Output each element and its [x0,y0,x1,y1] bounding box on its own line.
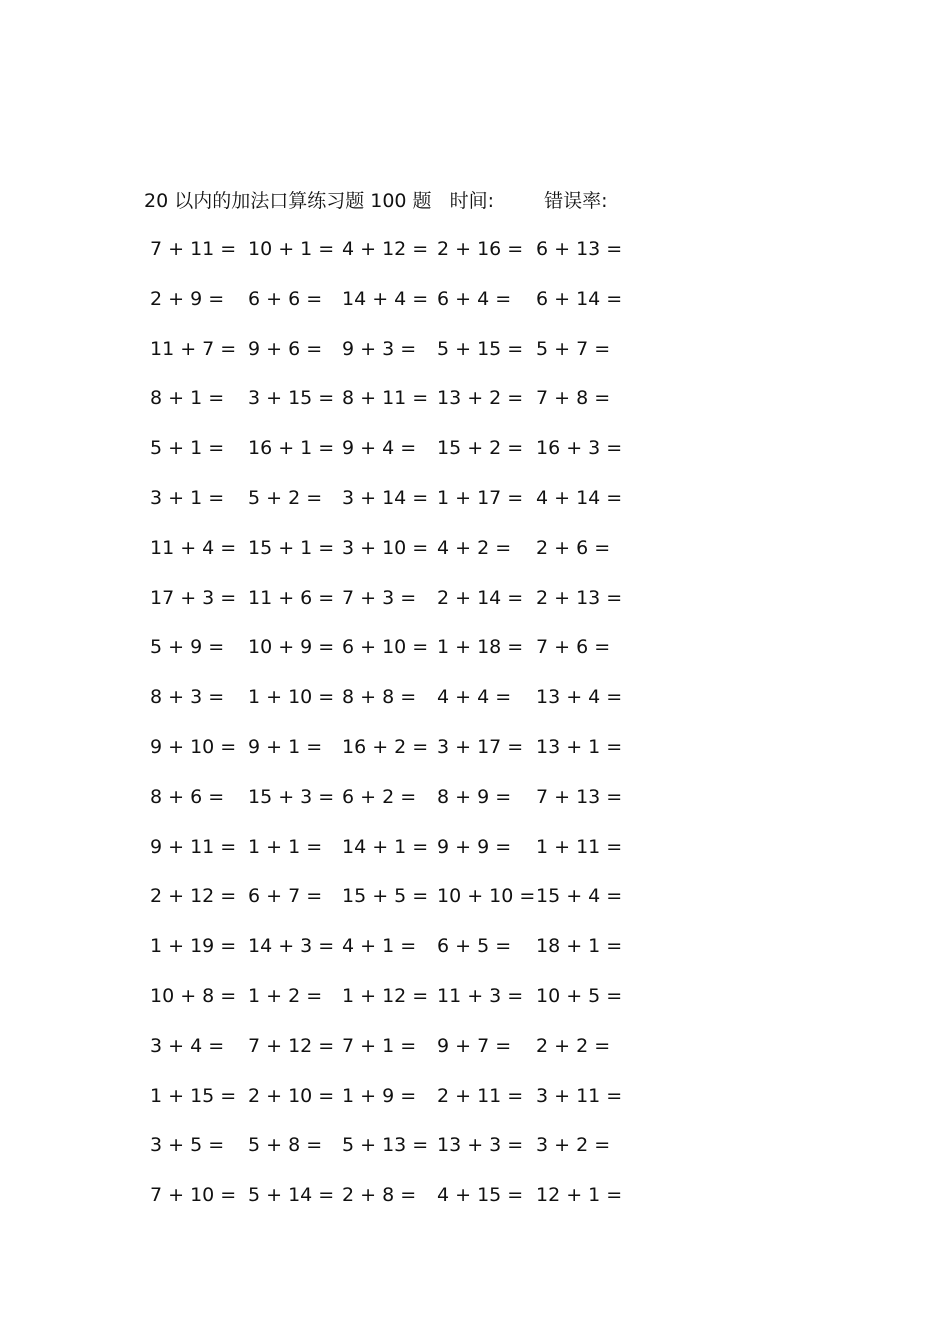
addition-problem: 11 + 3 = [437,984,524,1007]
addition-problem: 6 + 14 = [536,287,623,310]
addition-problem: 9 + 4 = [342,437,417,460]
addition-problem: 1 + 19 = [150,935,237,958]
addition-problem: 3 + 17 = [437,735,524,758]
problem-row [146,333,626,383]
addition-problem: 10 + 10 = [437,885,536,908]
problem-row [146,781,626,831]
addition-problem: 12 + 1 = [536,1184,623,1207]
time-label: 时间: [449,190,495,212]
addition-problem: 14 + 1 = [342,835,429,858]
addition-problem: 2 + 11 = [437,1084,524,1107]
addition-problem: 15 + 4 = [536,885,623,908]
addition-problem: 3 + 15 = [248,387,335,410]
problem-row [146,681,626,731]
addition-problem: 7 + 3 = [342,586,417,609]
addition-problem: 1 + 15 = [150,1084,237,1107]
addition-problem: 3 + 2 = [536,1134,611,1157]
problem-row [146,532,626,582]
problem-row [146,233,626,283]
error-rate-label: 错误率: [544,190,608,212]
addition-problem: 5 + 14 = [248,1184,335,1207]
problem-row [146,432,626,482]
problem-row [146,631,626,681]
problem-row [146,382,626,432]
addition-problem: 8 + 6 = [150,785,225,808]
addition-problem: 9 + 6 = [248,337,323,360]
addition-problem: 2 + 10 = [248,1084,335,1107]
addition-problem: 5 + 13 = [342,1134,429,1157]
addition-problem: 5 + 1 = [150,437,225,460]
problem-row [146,582,626,632]
problem-row [146,1080,626,1130]
addition-problem: 2 + 6 = [536,536,611,559]
addition-problem: 17 + 3 = [150,586,237,609]
addition-problem: 6 + 5 = [437,935,512,958]
addition-problem: 4 + 1 = [342,935,417,958]
addition-problem: 5 + 8 = [248,1134,323,1157]
addition-problem: 6 + 6 = [248,287,323,310]
addition-problem: 10 + 1 = [248,238,335,260]
addition-problem: 8 + 1 = [150,387,225,410]
addition-problem: 13 + 2 = [437,387,524,410]
addition-problem: 5 + 7 = [536,337,611,360]
addition-problem: 5 + 9 = [150,636,225,659]
addition-problem: 3 + 4 = [150,1034,225,1057]
problem-row [146,980,626,1030]
addition-problem: 1 + 1 = [248,835,323,858]
addition-problem: 10 + 5 = [536,984,623,1007]
addition-problem: 6 + 2 = [342,785,417,808]
addition-problem: 18 + 1 = [536,935,623,958]
addition-problem: 9 + 9 = [437,835,512,858]
problem-row [146,283,626,333]
addition-problem: 9 + 3 = [342,337,417,360]
problem-row [146,831,626,881]
addition-problem: 7 + 6 = [536,636,611,659]
addition-problem: 4 + 14 = [536,486,623,509]
addition-problem: 13 + 3 = [437,1134,524,1157]
problem-row [146,731,626,781]
addition-problem: 15 + 1 = [248,536,335,559]
worksheet-header [144,186,607,216]
addition-problem: 1 + 2 = [248,984,323,1007]
addition-problem: 9 + 10 = [150,735,237,758]
addition-problem: 16 + 2 = [342,735,429,758]
addition-problem: 6 + 4 = [437,287,512,310]
addition-problem: 11 + 7 = [150,337,237,360]
addition-problem: 5 + 2 = [248,486,323,509]
addition-problem: 6 + 13 = [536,238,623,260]
addition-problem: 2 + 8 = [342,1184,417,1207]
addition-problem: 11 + 6 = [248,586,335,609]
problem-row [146,1030,626,1080]
addition-problem: 1 + 17 = [437,486,524,509]
addition-problem: 3 + 5 = [150,1134,225,1157]
addition-problem: 3 + 1 = [150,486,225,509]
problem-row [146,482,626,532]
addition-problem: 7 + 11 = [150,238,237,260]
addition-problem: 11 + 4 = [150,536,237,559]
addition-problem: 7 + 1 = [342,1034,417,1057]
addition-problem: 4 + 12 = [342,238,429,260]
addition-problem: 4 + 4 = [437,686,512,709]
addition-problem: 1 + 11 = [536,835,623,858]
addition-problem: 15 + 3 = [248,785,335,808]
addition-problem: 7 + 10 = [150,1184,237,1207]
addition-problem: 2 + 9 = [150,287,225,310]
addition-problem: 15 + 5 = [342,885,429,908]
addition-problem: 1 + 10 = [248,686,335,709]
addition-problem: 2 + 14 = [437,586,524,609]
addition-problem: 3 + 14 = [342,486,429,509]
addition-problem: 8 + 8 = [342,686,417,709]
problem-row [146,930,626,980]
addition-problem: 8 + 11 = [342,387,429,410]
addition-problem: 1 + 12 = [342,984,429,1007]
addition-problem: 9 + 7 = [437,1034,512,1057]
addition-problem: 3 + 10 = [342,536,429,559]
addition-problem: 13 + 4 = [536,686,623,709]
problem-row [146,880,626,930]
addition-problem: 6 + 7 = [248,885,323,908]
addition-problem: 8 + 3 = [150,686,225,709]
addition-problem: 10 + 8 = [150,984,237,1007]
addition-problem: 8 + 9 = [437,785,512,808]
addition-problem: 9 + 11 = [150,835,237,858]
addition-problem: 5 + 15 = [437,337,524,360]
addition-problem: 4 + 15 = [437,1184,524,1207]
addition-problem: 16 + 3 = [536,437,623,460]
addition-problem: 3 + 11 = [536,1084,623,1107]
worksheet-title: 20 以内的加法口算练习题 100 题 [144,190,432,212]
addition-problem: 7 + 12 = [248,1034,335,1057]
addition-problem: 7 + 13 = [536,785,623,808]
addition-problem: 4 + 2 = [437,536,512,559]
problem-row [146,1129,626,1179]
addition-problem: 16 + 1 = [248,437,335,460]
addition-problem: 2 + 13 = [536,586,623,609]
addition-problem: 13 + 1 = [536,735,623,758]
addition-problem: 2 + 12 = [150,885,237,908]
problem-row [146,1179,626,1229]
problem-grid [146,233,626,1229]
addition-problem: 6 + 10 = [342,636,429,659]
addition-problem: 10 + 9 = [248,636,335,659]
addition-problem: 14 + 3 = [248,935,335,958]
addition-problem: 1 + 18 = [437,636,524,659]
addition-problem: 9 + 1 = [248,735,323,758]
addition-problem: 15 + 2 = [437,437,524,460]
addition-problem: 14 + 4 = [342,287,429,310]
addition-problem: 2 + 2 = [536,1034,611,1057]
addition-problem: 2 + 16 = [437,238,524,260]
addition-problem: 7 + 8 = [536,387,611,410]
addition-problem: 1 + 9 = [342,1084,417,1107]
